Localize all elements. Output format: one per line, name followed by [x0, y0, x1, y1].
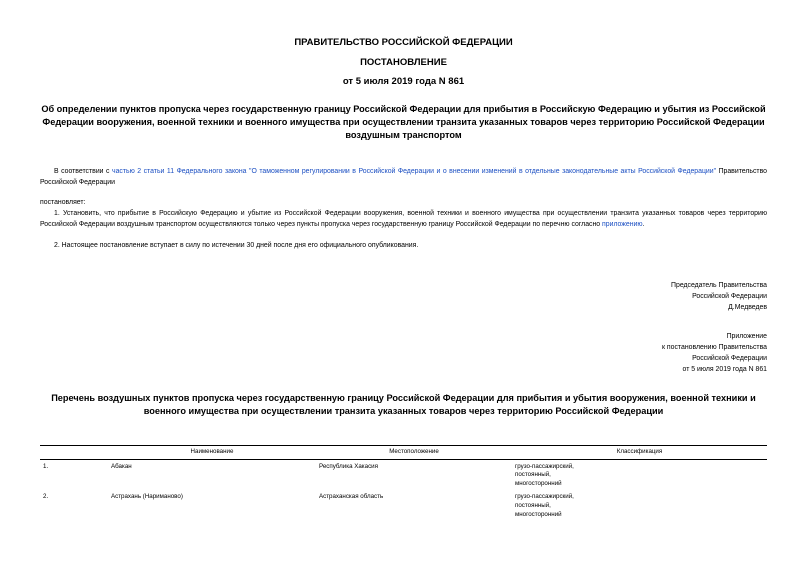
item-1-text: 1. Установить, что прибытие в Российскую Федерацию и убытие из Российской Федерации вооружения, военной техники и военного имущества при осуществлении транзита указанных товаров через территорию Российской Федерации воздушным транспортом осуществляются только через пункты пропуска через государственную границу Российской Федерации по перечню согласно — [40, 210, 767, 228]
row-classification — [512, 459, 767, 490]
row-location: Астраханская область — [319, 493, 384, 501]
signature-block — [517, 280, 767, 313]
appendix-label: Приложение — [726, 333, 767, 340]
document-title: Об определении пунктов пропуска через государственную границу Российской Федерации для прибытия в Российскую Федерацию и убытия из Российской Федерации вооружения, военной техники и военного имущества при осуществлении транзита указанных товаров через территорию Российской Федерации воздушным транспортом — [41, 104, 766, 140]
appendix-link[interactable]: приложению — [602, 220, 643, 228]
intro-paragraph — [40, 167, 767, 188]
row-name: Абакан — [111, 462, 132, 470]
class-line: постоянный, — [515, 471, 551, 479]
decree-word: постановляет: — [40, 199, 86, 206]
table-header-row — [40, 446, 767, 460]
intro-prefix: В соответствии с — [54, 168, 112, 175]
column-location: Местоположение — [316, 446, 512, 460]
appendix-date: от 5 июля 2019 года N 861 — [682, 366, 767, 373]
class-line: многосторонний — [515, 510, 562, 518]
signature-position: Председатель Правительства — [671, 282, 767, 289]
government-name: ПРАВИТЕЛЬСТВО РОССИЙСКОЙ ФЕДЕРАЦИИ — [294, 37, 513, 48]
row-name: Астрахань (Нариманово) — [111, 493, 183, 501]
class-line: многосторонний — [515, 479, 562, 487]
class-line: грузо-пассажирский, — [515, 493, 574, 501]
row-classification — [512, 490, 767, 521]
appendix-ref: к постановлению Правительства — [661, 344, 767, 351]
column-classification: Классификация — [512, 446, 767, 460]
intro-suffix: Правительство Российской Федерации — [40, 168, 768, 186]
item-1-paragraph — [40, 209, 767, 230]
row-number: 2. — [43, 493, 49, 501]
item-1-end: . — [642, 220, 645, 228]
federal-law-link[interactable]: частью 2 статьи 11 Федерального закона "О таможенном регулировании в Российской Федерации и о внесении изменений в отдельные законодательные акты Российской Федерации" — [111, 168, 717, 175]
checkpoint-table — [40, 445, 767, 521]
appendix-block — [517, 331, 767, 375]
signature-country: Российской Федерации — [692, 293, 767, 300]
table-row — [40, 490, 767, 521]
class-line: постоянный, — [515, 501, 551, 509]
table-row — [40, 459, 767, 490]
list-title: Перечень воздушных пунктов пропуска через государственную границу Российской Федерации для прибытия и убытия вооружения, военной техники и военного имущества при осуществлении транзита указанных товаров через территорию Российской Федерации — [51, 393, 756, 416]
document-date: от 5 июля 2019 года N 861 — [342, 76, 465, 87]
row-location: Республика Хакасия — [319, 462, 378, 470]
document-type: ПОСТАНОВЛЕНИЕ — [360, 57, 447, 68]
item-2-paragraph: 2. Настоящее постановление вступает в силу по истечении 30 дней после дня его официального опубликования. — [54, 242, 419, 249]
class-line: грузо-пассажирский, — [515, 462, 574, 470]
appendix-country: Российской Федерации — [692, 355, 767, 362]
column-name: Наименование — [108, 446, 316, 460]
column-number — [40, 446, 108, 460]
signature-name: Д.Медведев — [728, 304, 767, 311]
row-number: 1. — [43, 462, 49, 470]
